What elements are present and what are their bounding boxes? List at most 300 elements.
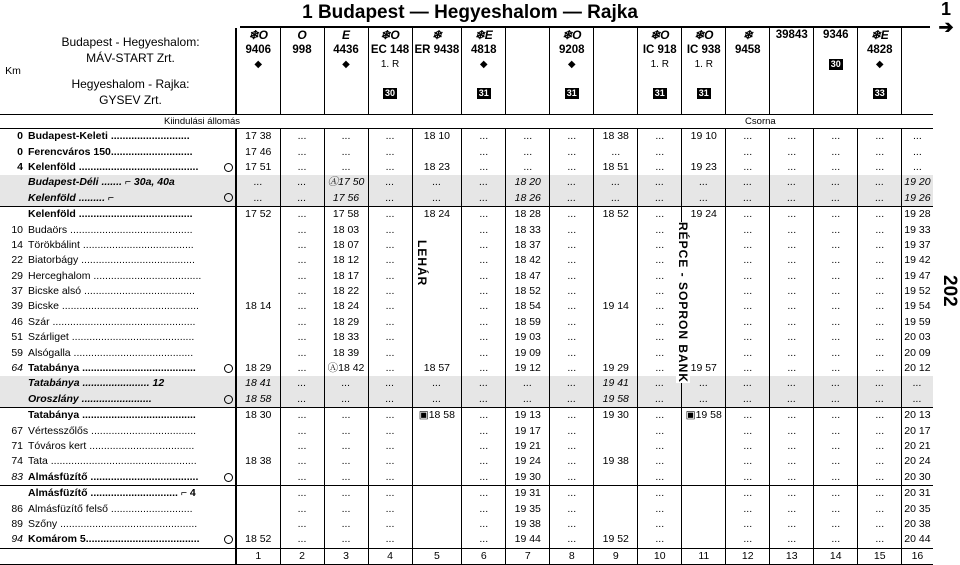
time-cell: 20 03: [902, 330, 933, 345]
time-cell: 18 51: [594, 160, 638, 175]
time-cell: [682, 532, 726, 548]
time-cell: 18 28: [506, 206, 550, 222]
train-name-lehar: LEHÁR: [415, 240, 429, 287]
time-cell: ...: [726, 532, 770, 548]
time-cell: ...: [902, 160, 933, 175]
time-cell: ...: [368, 532, 412, 548]
time-cell: ...: [412, 191, 462, 207]
time-cell: 17 38: [236, 129, 280, 145]
time-cell: ...: [462, 175, 506, 190]
time-cell: 20 17: [902, 423, 933, 438]
station-name: Tóváros kert ....................................: [28, 440, 195, 452]
time-cell: ...: [726, 299, 770, 314]
time-cell: ...: [770, 238, 814, 253]
time-cell: 20 31: [902, 485, 933, 501]
time-cell: 19 12: [506, 361, 550, 376]
time-cell: [682, 485, 726, 501]
time-cell: ...: [368, 175, 412, 190]
transfer-mark: [222, 517, 236, 532]
time-cell: 18 12: [324, 253, 368, 268]
time-cell: [412, 470, 462, 486]
time-cell: 19 42: [902, 253, 933, 268]
time-cell: ...: [770, 129, 814, 145]
time-cell: 19 31: [506, 485, 550, 501]
time-cell: 19 52: [594, 532, 638, 548]
column-number: 5: [412, 548, 462, 564]
column-number: 1: [236, 548, 280, 564]
time-cell: ...: [368, 238, 412, 253]
time-cell: ...: [506, 129, 550, 145]
time-cell: 17 52: [236, 206, 280, 222]
time-cell: ...: [550, 376, 594, 391]
km-cell: 29: [11, 269, 23, 282]
time-cell: ...: [506, 144, 550, 159]
time-cell: ...: [858, 269, 902, 284]
time-cell: ...: [368, 408, 412, 424]
time-cell: [594, 423, 638, 438]
time-cell: ...: [858, 517, 902, 532]
time-cell: [412, 330, 462, 345]
time-cell: 19 33: [902, 222, 933, 237]
time-cell: ...: [462, 144, 506, 159]
time-cell: ...: [638, 238, 682, 253]
time-cell: ...: [550, 238, 594, 253]
station-name: Szár .................................................: [28, 315, 196, 328]
time-cell: [412, 517, 462, 532]
time-cell: ...: [726, 269, 770, 284]
time-cell: ...: [462, 408, 506, 424]
transfer-mark: [222, 222, 236, 237]
time-cell: 18 29: [236, 361, 280, 376]
time-cell: 19 20: [902, 175, 933, 190]
time-cell: ...: [902, 376, 933, 391]
time-cell: ...: [638, 206, 682, 222]
time-cell: ...: [638, 485, 682, 501]
time-cell: ...: [368, 315, 412, 330]
train-header: ❄E 4818 ◆ 31: [462, 28, 506, 115]
time-cell: 19 57: [682, 361, 726, 376]
time-cell: ...: [550, 517, 594, 532]
time-cell: ...: [280, 392, 324, 408]
time-cell: 18 58: [236, 392, 280, 408]
time-cell: ...: [324, 517, 368, 532]
time-cell: ...: [638, 408, 682, 424]
transfer-mark: [222, 299, 236, 314]
column-number: 3: [324, 548, 368, 564]
time-cell: ...: [412, 392, 462, 408]
station-name: Budaörs ..........................................: [28, 223, 193, 236]
time-cell: ...: [726, 423, 770, 438]
time-cell: ...: [368, 392, 412, 408]
time-cell: [594, 439, 638, 454]
time-cell: [412, 485, 462, 501]
time-cell: ...: [368, 222, 412, 237]
time-cell: ...: [770, 485, 814, 501]
time-cell: 19 17: [506, 423, 550, 438]
time-cell: 20 35: [902, 501, 933, 516]
time-cell: ...: [324, 423, 368, 438]
time-cell: ...: [770, 175, 814, 190]
transfer-mark: [222, 253, 236, 268]
time-cell: ...: [638, 253, 682, 268]
time-cell: ...: [550, 454, 594, 469]
time-cell: 20 21: [902, 439, 933, 454]
time-cell: ...: [814, 206, 858, 222]
time-cell: ...: [858, 532, 902, 548]
time-cell: ...: [726, 144, 770, 159]
km-cell: 0: [0, 129, 26, 145]
time-cell: [236, 315, 280, 330]
time-cell: ...: [814, 470, 858, 486]
time-cell: 18 33: [506, 222, 550, 237]
time-cell: ...: [770, 191, 814, 207]
table-row: [0, 361, 933, 376]
time-cell: ...: [858, 222, 902, 237]
time-cell: ...: [550, 222, 594, 237]
time-cell: [594, 485, 638, 501]
train-header: ❄O 9208 ◆ 31: [550, 28, 594, 115]
transfer-mark: [222, 315, 236, 330]
time-cell: ...: [280, 408, 324, 424]
time-cell: ...: [550, 315, 594, 330]
time-cell: ...: [726, 315, 770, 330]
time-cell: Ⓐ17 50: [324, 175, 368, 190]
time-cell: ...: [726, 361, 770, 376]
time-cell: 20 38: [902, 517, 933, 532]
time-cell: 17 46: [236, 144, 280, 159]
train-header: ❄E 4828 ◆ 33: [858, 28, 902, 115]
time-cell: 20 12: [902, 361, 933, 376]
station-name: Budapest-Keleti ...........................: [26, 129, 222, 145]
time-cell: ...: [638, 470, 682, 486]
time-cell: [236, 517, 280, 532]
station-name: Kelenföld ......... ⌐: [26, 191, 222, 207]
train-header: [902, 28, 933, 115]
time-cell: [594, 222, 638, 237]
time-cell: ...: [368, 330, 412, 345]
time-cell: ...: [280, 191, 324, 207]
time-cell: 19 03: [506, 330, 550, 345]
station-name: Kelenföld .........................................: [28, 160, 199, 173]
transfer-icon: [224, 163, 233, 172]
km-cell: [0, 408, 26, 424]
time-cell: ...: [594, 144, 638, 159]
time-cell: [682, 439, 726, 454]
time-cell: ...: [280, 517, 324, 532]
km-cell: 74: [11, 455, 23, 468]
station-name: Szőny ...............................................: [28, 517, 198, 530]
transfer-mark: [222, 532, 236, 548]
transfer-mark: [222, 345, 236, 360]
time-cell: ...: [550, 330, 594, 345]
time-cell: ...: [550, 361, 594, 376]
time-cell: 18 42: [506, 253, 550, 268]
time-cell: ...: [858, 191, 902, 207]
km-cell: 89: [11, 517, 23, 530]
time-cell: ...: [770, 423, 814, 438]
time-cell: ...: [814, 408, 858, 424]
time-cell: Ⓐ18 42: [324, 361, 368, 376]
column-number: 11: [682, 548, 726, 564]
station-name: Tatabánya ....................... 12: [26, 376, 222, 391]
table-row: [0, 284, 933, 299]
column-number: 9: [594, 548, 638, 564]
time-cell: ...: [280, 361, 324, 376]
time-cell: 18 52: [506, 284, 550, 299]
time-cell: ...: [368, 160, 412, 175]
transfer-mark: [222, 454, 236, 469]
time-cell: 19 35: [506, 501, 550, 516]
time-cell: 18 24: [324, 299, 368, 314]
time-cell: ...: [462, 485, 506, 501]
transfer-icon: [224, 364, 233, 373]
time-cell: ...: [368, 269, 412, 284]
time-cell: ...: [368, 439, 412, 454]
time-cell: ...: [770, 253, 814, 268]
time-cell: ...: [280, 376, 324, 391]
time-cell: ...: [770, 392, 814, 408]
column-number-row: [0, 548, 933, 564]
km-cell: 64: [11, 362, 23, 375]
time-cell: ...: [638, 160, 682, 175]
station-name: Budapest-Déli ....... ⌐ 30a, 40a: [26, 175, 222, 190]
column-number: 13: [770, 548, 814, 564]
table-row: [0, 470, 933, 486]
time-cell: ...: [726, 284, 770, 299]
time-cell: ...: [726, 191, 770, 207]
time-cell: ...: [550, 485, 594, 501]
time-cell: 18 30: [236, 408, 280, 424]
transfer-icon: [224, 395, 233, 404]
time-cell: ...: [280, 345, 324, 360]
time-cell: [682, 517, 726, 532]
time-cell: ...: [814, 269, 858, 284]
column-number: 4: [368, 548, 412, 564]
table-row: [0, 392, 933, 408]
time-cell: ...: [462, 160, 506, 175]
time-cell: ...: [462, 299, 506, 314]
time-cell: 18 59: [506, 315, 550, 330]
km-cell: 10: [11, 223, 23, 236]
column-number: 15: [858, 548, 902, 564]
time-cell: ...: [280, 222, 324, 237]
time-cell: ...: [550, 532, 594, 548]
station-name: Tata ..................................................: [28, 455, 197, 468]
time-cell: ...: [726, 238, 770, 253]
km-cell: 14: [11, 238, 23, 251]
column-number: 10: [638, 548, 682, 564]
transfer-mark: [222, 361, 236, 376]
time-cell: ...: [462, 392, 506, 408]
table-row: [0, 454, 933, 469]
column-number: 16: [902, 548, 933, 564]
time-cell: ...: [280, 269, 324, 284]
table-row: [0, 253, 933, 268]
km-cell: 86: [11, 502, 23, 515]
transfer-mark: [222, 284, 236, 299]
time-cell: ...: [770, 222, 814, 237]
time-cell: ...: [814, 284, 858, 299]
time-cell: ...: [858, 206, 902, 222]
time-cell: ...: [814, 191, 858, 207]
time-cell: ...: [638, 454, 682, 469]
time-cell: 18 07: [324, 238, 368, 253]
transfer-mark: [222, 175, 236, 190]
train-header: ❄O IC 918 1. R 31: [638, 28, 682, 115]
time-cell: ...: [770, 439, 814, 454]
time-cell: ...: [814, 361, 858, 376]
km-cell: 67: [11, 424, 23, 437]
station-name: Herceghalom .....................................: [28, 269, 202, 282]
time-cell: 18 33: [324, 330, 368, 345]
transfer-mark: [222, 376, 236, 391]
time-cell: [412, 439, 462, 454]
km-cell: [0, 191, 26, 207]
time-cell: [412, 315, 462, 330]
time-cell: [236, 439, 280, 454]
time-cell: ...: [280, 423, 324, 438]
time-cell: ...: [462, 439, 506, 454]
time-cell: [412, 532, 462, 548]
time-cell: ...: [462, 330, 506, 345]
time-cell: 18 24: [412, 206, 462, 222]
time-cell: ...: [368, 253, 412, 268]
station-name: Biatorbágy .......................................: [28, 254, 195, 267]
time-cell: 20 24: [902, 454, 933, 469]
km-cell: [0, 175, 26, 190]
train-header: [506, 28, 550, 115]
time-cell: 18 23: [412, 160, 462, 175]
time-cell: ...: [236, 191, 280, 207]
time-cell: ...: [368, 299, 412, 314]
station-name: Ferencváros 150............................: [28, 145, 193, 158]
table-row: [0, 423, 933, 438]
km-header: Km: [5, 64, 21, 77]
time-cell: ...: [368, 376, 412, 391]
time-cell: 19 24: [506, 454, 550, 469]
time-cell: ...: [858, 470, 902, 486]
time-cell: ...: [726, 206, 770, 222]
time-cell: [236, 423, 280, 438]
time-cell: 19 30: [506, 470, 550, 486]
time-cell: ...: [324, 408, 368, 424]
time-cell: [682, 454, 726, 469]
station-name: Tatabánya .......................................: [26, 408, 222, 424]
time-cell: 19 24: [682, 206, 726, 222]
time-cell: ...: [770, 361, 814, 376]
time-cell: ...: [412, 376, 462, 391]
time-cell: ...: [280, 206, 324, 222]
table-row: [0, 439, 933, 454]
time-cell: ...: [858, 144, 902, 159]
train-header: ❄ ER 9438: [412, 28, 462, 115]
time-cell: ...: [726, 485, 770, 501]
column-number: 8: [550, 548, 594, 564]
transfer-mark: [222, 238, 236, 253]
time-cell: [594, 269, 638, 284]
time-cell: ...: [814, 129, 858, 145]
transfer-mark: [222, 470, 236, 486]
time-cell: ...: [550, 129, 594, 145]
time-cell: ...: [462, 501, 506, 516]
time-cell: 20 30: [902, 470, 933, 486]
operator-gysev: Hegyeshalom - Rajka: GYSEV Zrt.: [71, 77, 190, 107]
time-cell: ...: [550, 144, 594, 159]
time-cell: 20 09: [902, 345, 933, 360]
time-cell: ...: [462, 206, 506, 222]
km-cell: [0, 485, 26, 501]
time-cell: [412, 299, 462, 314]
operator-mav: Budapest - Hegyeshalom: MÁV-START Zrt.: [61, 35, 200, 65]
time-cell: ...: [858, 175, 902, 190]
time-cell: ...: [638, 361, 682, 376]
table-row: [0, 129, 933, 145]
time-cell: ...: [726, 345, 770, 360]
time-cell: ...: [770, 330, 814, 345]
station-name: Törökbálint ......................................: [28, 238, 194, 251]
time-cell: ...: [814, 501, 858, 516]
time-cell: [682, 501, 726, 516]
time-cell: ...: [814, 160, 858, 175]
time-cell: [682, 144, 726, 159]
time-cell: ...: [368, 191, 412, 207]
time-cell: ...: [858, 330, 902, 345]
time-cell: ...: [638, 376, 682, 391]
time-cell: ...: [324, 501, 368, 516]
time-cell: ...: [638, 532, 682, 548]
table-row: [0, 501, 933, 516]
time-cell: ...: [550, 175, 594, 190]
time-cell: ...: [770, 376, 814, 391]
station-name: Bicske ...............................................: [28, 300, 199, 313]
train-header: O 998: [280, 28, 324, 115]
time-cell: ...: [858, 253, 902, 268]
station-name: Kelenföld .......................................: [26, 206, 222, 222]
transfer-mark: [222, 439, 236, 454]
time-cell: ...: [368, 517, 412, 532]
time-cell: [236, 238, 280, 253]
time-cell: ...: [550, 423, 594, 438]
time-cell: [236, 253, 280, 268]
time-cell: ...: [280, 175, 324, 190]
km-cell: 39: [11, 300, 23, 313]
time-cell: ...: [770, 269, 814, 284]
time-cell: ...: [368, 206, 412, 222]
table-row: [0, 222, 933, 237]
time-cell: ...: [462, 345, 506, 360]
time-cell: 19 47: [902, 269, 933, 284]
time-cell: ...: [550, 439, 594, 454]
time-cell: [236, 501, 280, 516]
km-cell: 51: [11, 331, 23, 344]
time-cell: ...: [638, 439, 682, 454]
time-cell: ...: [324, 160, 368, 175]
time-cell: [236, 485, 280, 501]
time-cell: ...: [506, 376, 550, 391]
time-cell: ...: [368, 284, 412, 299]
time-cell: 19 21: [506, 439, 550, 454]
time-cell: 18 54: [506, 299, 550, 314]
time-cell: ...: [462, 376, 506, 391]
table-row: [0, 269, 933, 284]
time-cell: ...: [462, 269, 506, 284]
transfer-mark: [222, 129, 236, 145]
time-cell: ...: [726, 129, 770, 145]
time-cell: ...: [368, 423, 412, 438]
transfer-mark: [222, 191, 236, 207]
time-cell: ...: [280, 470, 324, 486]
time-cell: ...: [858, 439, 902, 454]
